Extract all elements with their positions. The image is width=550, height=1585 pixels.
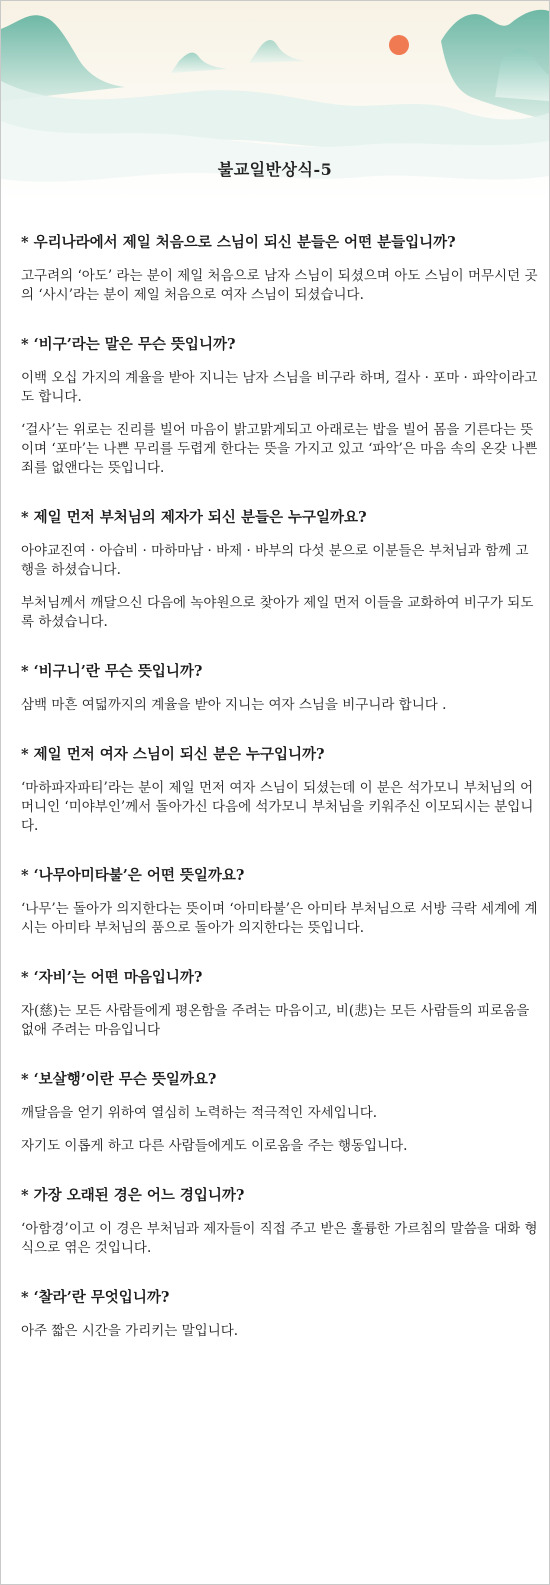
question: * ‘비구’라는 말은 무슨 뜻입니까?	[21, 336, 236, 353]
qa-item	[21, 233, 541, 305]
qa-item	[21, 1186, 541, 1258]
answer-paragraph: ‘걸사’는 위로는 진리를 빌어 마음이 밝고맑게되고 아래로는 밥을 빌어 몸을 기른다는 뜻이며 ‘포마’는 나쁜 무리를 두렵게 한다는 뜻을 가지고 있고 ‘파악’은 마음 속의 온갖 나쁜 죄를 없앤다는 뜻입니다.	[21, 422, 538, 476]
question: * ‘보살행’이란 무슨 뜻일까요?	[21, 1071, 217, 1088]
answer-paragraph: ‘나무’는 돌아가 의지한다는 뜻이며 ‘아미타불’은 아미타 부처님으로 서방 극락 세계에 계시는 아미타 부처님의 품으로 돌아가 의지한다는 뜻입니다.	[21, 901, 538, 936]
question: * ‘비구니’란 무슨 뜻입니까?	[21, 663, 203, 680]
qa-item	[21, 508, 541, 632]
answer-paragraph: 고구려의 ‘아도’ 라는 분이 제일 처음으로 남자 스님이 되셨으며 아도 스님이 머무시던 곳의 ‘사시’라는 분이 제일 처음으로 여자 스님이 되셨습니다.	[21, 268, 538, 303]
qa-list	[21, 233, 541, 1371]
qa-item	[21, 745, 541, 836]
answer-paragraph: 삼백 마흔 여덟까지의 계율을 받아 지니는 여자 스님을 비구니라 합니다 .	[21, 697, 447, 713]
answer-paragraph: 부처님께서 깨달으신 다음에 녹야원으로 찾아가 제일 먼저 이들을 교화하여 비구가 되도록 하셨습니다.	[21, 595, 534, 630]
question: * ‘자비’는 어떤 마음입니까?	[21, 969, 203, 986]
question: * ‘찰라’란 무엇입니까?	[21, 1289, 170, 1306]
answer-paragraph: 깨달음을 얻기 위하여 열심히 노력하는 적극적인 자세입니다.	[21, 1105, 378, 1121]
page-title: 불교일반상식-5	[217, 160, 333, 179]
answer-paragraph: 아주 짧은 시간을 가리키는 말입니다.	[21, 1323, 239, 1339]
answer-paragraph: 이백 오십 가지의 계율을 받아 지니는 남자 스님을 비구라 하며, 걸사 · 포마 · 파악이라고도 합니다.	[21, 370, 538, 405]
question: * 제일 먼저 여자 스님이 되신 분은 누구입니까?	[21, 746, 325, 763]
question: * 가장 오래된 경은 어느 경입니까?	[21, 1187, 245, 1204]
answer-paragraph: 자(慈)는 모든 사람들에게 평온함을 주려는 마음이고, 비(悲)는 모든 사람들의 피로움을 없애 주려는 마음입니다	[21, 1003, 530, 1038]
question: * ‘나무아미타불’은 어떤 뜻일까요?	[21, 867, 245, 884]
qa-item	[21, 1070, 541, 1156]
answer-paragraph: 아야교진여 · 아습비 · 마하마남 · 바제 · 바부의 다섯 분으로 이분들은 부처님과 함께 고행을 하셨습니다.	[21, 543, 529, 578]
qa-item	[21, 335, 541, 478]
answer-paragraph: 자기도 이롭게 하고 다른 사람들에게도 이로움을 주는 행동입니다.	[21, 1138, 408, 1154]
qa-item	[21, 968, 541, 1040]
qa-item	[21, 1288, 541, 1341]
answer-paragraph: ‘아함경’이고 이 경은 부처님과 제자들이 직접 주고 받은 훌륭한 가르침의 말씀을 대화 형식으로 엮은 것입니다.	[21, 1221, 538, 1256]
answer-paragraph: ‘마하파자파티’라는 분이 제일 먼저 여자 스님이 되셨는데 이 분은 석가모니 부처님의 어머니인 ‘미야부인’께서 돌아가신 다음에 석가모니 부처님을 키워주신 이모되시는 분입니다.	[21, 780, 534, 834]
question: * 제일 먼저 부처님의 제자가 되신 분들은 누구일까요?	[21, 509, 367, 526]
sun-shape	[389, 35, 409, 55]
qa-item	[21, 662, 541, 715]
question: * 우리나라에서 제일 처음으로 스님이 되신 분들은 어떤 분들입니까?	[21, 234, 456, 251]
qa-item	[21, 866, 541, 938]
